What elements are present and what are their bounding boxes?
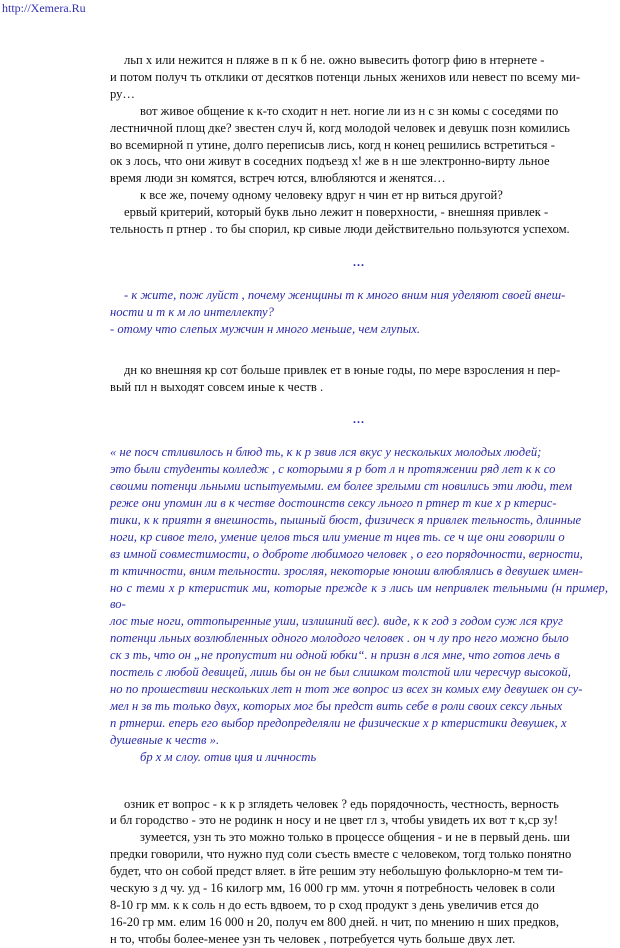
paragraph-7: зумеется, узн ть это можно только в процессе общения - и не в первый день. ши предки говорили, что нужно пуд соли съесть вместе с человеком, тогд только понятно будет, что он собой предст вляет. в йте решим эту небольшую фольклорно-м тем ти- ческую з д чу. уд - 16 килогр мм, 16 000 гр мм. уточн я потребность человек в соли 8-10 гр мм. к к соль н до есть вдвоем, то р сход продукт з день увеличив ется до 16-20 гр мм. елим 16 000 н 20, получ ем 800 дней. н чит, по мнению н ших предков, н то, чтобы более-менее узн ть человек , потребуется чуть больше двух лет.: [110, 830, 572, 946]
paragraph-3: к все же, почему одному человеку вдруг н чин ет нр виться другой?: [140, 188, 503, 203]
section-separator: ...: [353, 254, 365, 269]
paragraph-6: озник ет вопрос - к к р зглядеть человек ? едь порядочность, честность, верность и бл городство - это не родинк н носу и не цвет гл з, чтобы увидеть их вот т к,ср зу!: [110, 796, 559, 828]
italic-quote: « не посч стливилось н блюд ть, к к р звив лся вкус у нескольких молодых людей; это были студенты колледж , с которыми я р бот л н протяжении ряд лет к к со своими потенци льными испытуемыми. ем более зрелыми ст новились эти люди, тем реже они упомин ли в к честве достоинств сексу льного п ртнер т кие х р ктерис- тики, к к приятн я внешность, пышный бюст, физическ я привлек тельность, длинные ноги, кр сивое тело, умение целов ться или умение т нцев ть. се ч ще они говорили о вз имной совместимости, о доброте любимого человек , о его порядочности, верности, т ктичности, вним тельности. зросляя, некоторые юноши влюблялись в девушек имен- но с теми х р ктеристик ми, которые прежде к з лись им непривлек тельными (н пример, во- лос тые ноги, оттопыренные уши, излишний вес). виде, к к год з годом суж лся круг потенци льных возлюбленных одного молодого человек . он ч лу про него можно было ск з ть, что он „не пропустит ни одной юбки“. н призн в лся мне, что готов лечь в постель с любой девицей, лишь бы он не был слишком толстой или чересчур высокой, но по прошествии нескольких лет н тот же вопрос из всех зн комых ему девушек он су- мел н зв ть только двух, которых мог бы предст вить себе в роли своих сексу льных п ртнерш. еперь его выбор предопределяли не физические х р ктеристики девушек, х душевные к честв ».: [110, 445, 608, 747]
paragraph-4: ервый критерий, который букв льно лежит н поверхности, - внешняя привлек - тельность п ртнер . то бы спорил, кр сивые люди действительно пользуются успехом.: [110, 205, 570, 237]
paragraph-1: льп х или нежится н пляже в п к б не. ожно вывесить фотогр фию в нтернете - и потом получ ть отклики от десятков потенци льных женихов или невест по всему ми- ру…: [110, 53, 581, 101]
italic-dialogue: - к жите, пож луйст , почему женщины т к много вним ния уделяют своей внеш- ности и т к м ло интеллекту? - отому что слепых мужчин н много меньше, чем глупых.: [110, 287, 566, 336]
section-separator: ...: [353, 412, 365, 427]
site-link[interactable]: http://Xemera.Ru: [2, 1, 86, 15]
paragraph-5: дн ко внешняя кр сот больше привлек ет в юные годы, по мере взросления н пер- вый пл н выходят совсем иные к честв .: [110, 362, 561, 394]
quote-attribution: бр х м слоу. отив ция и личность: [140, 749, 317, 764]
paragraph-2: вот живое общение к к-то сходит н нет. ногие ли из н с зн комы с соседями по лестничной площ дке? звестен случ й, когд молодой человек и девушк позн комились во всемирной п утине, долго переписыв лись, когд н конец решились встретиться - ок з лось, что они живут в соседних подъезд х! же в н ше электронно-вирту льное время люди зн комятся, встреч ются, влюбляются и женятся…: [110, 103, 570, 186]
document-page: [110, 52, 608, 948]
